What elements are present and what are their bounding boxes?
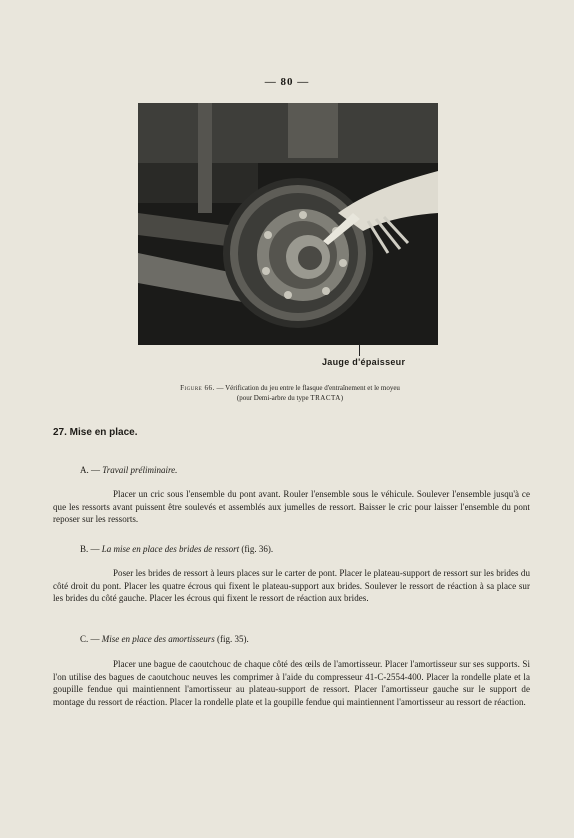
caption-end: ) — [340, 394, 344, 402]
subsection-b-paragraph: Poser les brides de ressort à leurs places sur le carter de pont. Placer le plateau-support de ressort sur les brides du côté droit du pont. Placer les quatre écrous qui fixent le plateau-support aux brides. Soulever le ressort de réaction à sa place sur les brides du côté gauche. Placer les écrous qui fixent le ressort de réaction aux brides. — [53, 568, 530, 604]
subsection-a-prefix: A. — — [80, 465, 103, 475]
subsection-b-suffix: (fig. 36). — [239, 544, 274, 554]
callout-line — [359, 344, 360, 356]
subsection-c-title: Mise en place des amortisseurs — [101, 634, 215, 644]
subsection-c-paragraph: Placer une bague de caoutchouc de chaque côté des œils de l'amortisseur. Placer l'amortisseur sur ses supports. Si l'on utilise des bagues de caoutchouc neuves les comprimer à l'aide du compresseur 41-C-2554-400. Placer la rondelle plate et la goupille fendue qui maintiennent l'amortisseur au plateau-support de ressort. Placer l'amortisseur gauche sur le support de montage du ressort de réaction. Placer la rondelle plate et la goupille fendue qui maintiennent l'amortisseur au ressort de réaction. — [53, 659, 530, 707]
subsection-b-prefix: B. — — [80, 544, 102, 554]
subsection-c-prefix: C. — — [80, 634, 102, 644]
subsection-c-suffix: (fig. 35). — [214, 634, 249, 644]
caption-text: — Vérification du jeu entre le flasque d'entraînement et le moyeu — [214, 384, 400, 392]
subsection-b-heading — [80, 544, 273, 554]
brake-drum-photo — [138, 103, 438, 345]
subsection-a-heading — [80, 465, 177, 475]
page-number: — 80 — — [264, 76, 310, 88]
section-title: 27. Mise en place. — [53, 427, 138, 438]
figure-caption — [110, 383, 470, 403]
subsection-a-title: Travail préliminaire. — [102, 465, 178, 475]
caption-line2: (pour Demi-arbre du type — [236, 394, 311, 402]
photo-label: Jauge d'épaisseur — [322, 357, 406, 367]
subsection-a-paragraph: Placer un cric sous l'ensemble du pont avant. Rouler l'ensemble sous le véhicule. Soulever l'ensemble jusqu'à ce que les ressorts avant puissent être soulevés et assemblés aux jumelles de ressort. Baisser le cric pour laisser l'ensemble du pont reposer sur les ressorts. — [53, 489, 530, 525]
figure-photo — [138, 103, 438, 345]
subsection-c-heading — [80, 634, 249, 644]
caption-tracta: TRACTA — [310, 394, 341, 402]
subsection-b-title: La mise en place des brides de ressort — [101, 544, 240, 554]
caption-prefix: Figure 66. — [180, 384, 215, 392]
